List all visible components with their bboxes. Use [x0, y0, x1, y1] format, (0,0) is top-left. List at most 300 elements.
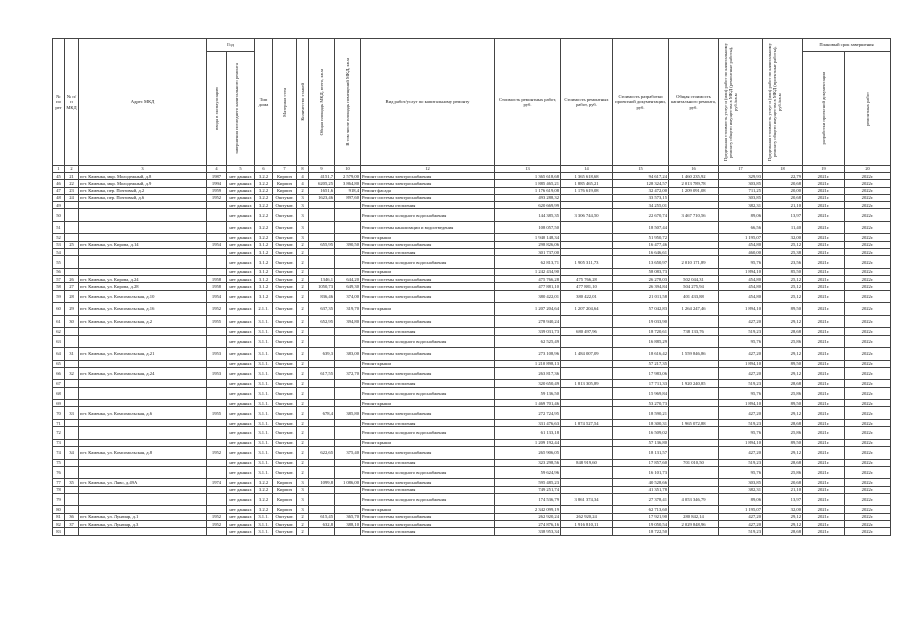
table-cell: 1952 — [207, 447, 227, 460]
table-cell — [207, 234, 227, 241]
table-cell: 3.1.1. — [255, 521, 273, 528]
table-cell: Оштукат. — [273, 528, 297, 535]
header-deadline-group: Плановый срок завершения — [803, 39, 891, 52]
table-cell: Ремонт системы отопления — [361, 486, 495, 493]
table-cell: Оштукат. — [273, 427, 297, 440]
table-row — [53, 209, 891, 222]
table-cell: 128 324,57 — [613, 180, 669, 187]
table-row — [53, 419, 891, 426]
table-cell: 89,50 — [763, 439, 803, 446]
table-row — [53, 202, 891, 209]
table-cell: 3 467 710,56 — [669, 209, 719, 222]
table-cell: 427,20 — [719, 447, 763, 460]
table-cell: Кирпич — [273, 479, 297, 486]
table-cell: 639,3 — [309, 348, 335, 361]
table-cell — [561, 387, 613, 400]
table-cell: нет данных — [227, 459, 255, 466]
table-cell — [207, 335, 227, 348]
table-cell: 2021г. — [803, 180, 845, 187]
table-cell: 3 — [297, 506, 309, 513]
table-cell — [207, 380, 227, 387]
table-cell: 1 195,07 — [719, 234, 763, 241]
table-cell: 51 950,72 — [613, 234, 669, 241]
table-cell — [309, 387, 335, 400]
table-cell: 2021г. — [803, 315, 845, 328]
table-cell: 319,70 — [335, 303, 361, 316]
table-cell: 2021г. — [803, 348, 845, 361]
table-cell: 2022г. — [845, 328, 891, 335]
table-cell: 79 — [53, 493, 65, 506]
table-cell: 52 — [53, 234, 65, 241]
table-cell: Ремонт системы электроснабжения — [361, 447, 495, 460]
table-cell — [79, 221, 207, 234]
table-cell: пгт. Каменка, ул. Луначар, д.1 — [79, 513, 207, 520]
table-cell: 81 — [53, 513, 65, 520]
table-cell: 390,50 — [335, 241, 361, 248]
table-cell — [561, 221, 613, 234]
table-cell: 2 — [297, 315, 309, 328]
table-cell — [669, 335, 719, 348]
table-cell: 65 — [53, 360, 65, 367]
table-cell: 89,06 — [719, 209, 763, 222]
table-cell: Ремонт системы электроснабжения — [361, 407, 495, 420]
table-row — [53, 479, 891, 486]
table-cell — [207, 466, 227, 479]
table-cell: Оштукат. — [273, 276, 297, 283]
column-number: 7 — [273, 166, 297, 173]
table-cell: 4151,7 — [309, 173, 335, 180]
table-cell: 3.1.1. — [255, 407, 273, 420]
table-cell — [65, 387, 79, 400]
table-cell: 4 — [297, 173, 309, 180]
table-cell: Ремонт системы канализации и водоотведения — [361, 221, 495, 234]
table-cell: Ремонт системы электроснабжения — [361, 180, 495, 187]
table-cell — [669, 194, 719, 201]
table-cell — [335, 202, 361, 209]
table-cell: 1 210 898,13 — [495, 360, 561, 367]
table-cell: 519,23 — [719, 528, 763, 535]
table-cell: 2022г. — [845, 360, 891, 367]
table-cell: 2021г. — [803, 290, 845, 303]
table-cell: Оштукат. — [273, 315, 297, 328]
table-cell: 3.2.2 — [255, 234, 273, 241]
table-cell: нет данных — [227, 328, 255, 335]
table-cell: 2 — [297, 367, 309, 380]
table-cell: 64 — [53, 348, 65, 361]
table-cell — [561, 249, 613, 256]
table-cell — [561, 367, 613, 380]
table-cell: 2022г. — [845, 493, 891, 506]
table-cell: 502 044,31 — [669, 276, 719, 283]
table-row — [53, 506, 891, 513]
table-cell: 144 385,35 — [495, 209, 561, 222]
table-cell: нет данных — [227, 303, 255, 316]
table-cell: 2 — [297, 290, 309, 303]
table-cell — [79, 360, 207, 367]
table-cell: Ремонт системы электроснабжения — [361, 521, 495, 528]
table-cell — [335, 466, 361, 479]
table-cell: 2021г. — [803, 249, 845, 256]
table-cell: 2 342 099,19 — [495, 506, 561, 513]
table-cell — [335, 387, 361, 400]
table-cell: нет данных — [227, 479, 255, 486]
table-cell — [309, 419, 335, 426]
header-work-type: Вид работ/услуг по капитальному ремонту — [361, 39, 495, 166]
table-cell: 1987 — [207, 173, 227, 180]
table-cell — [79, 459, 207, 466]
header-last-repair-year: завершения последнего капитального ремонта — [227, 52, 255, 166]
table-cell: Ремонт системы электроснабжения — [361, 173, 495, 180]
table-cell: 2 — [297, 447, 309, 460]
table-cell: 615,45 — [309, 513, 335, 520]
table-cell: 2022г. — [845, 335, 891, 348]
header-reg-no: № по рег — [53, 39, 65, 166]
table-cell: 2022г. — [845, 209, 891, 222]
table-cell: 18 722,50 — [613, 528, 669, 535]
table-cell: 272 724,95 — [495, 407, 561, 420]
table-cell: 2022г. — [845, 268, 891, 275]
table-cell: 427,20 — [719, 521, 763, 528]
table-cell: 273 108,96 — [495, 348, 561, 361]
table-cell: Ремонт системы холодного водоснабжения — [361, 335, 495, 348]
table-cell: пгт. Каменка, ул. Комсомольская, д.16 — [79, 303, 207, 316]
table-cell — [561, 427, 613, 440]
table-cell: Оштукат. — [273, 256, 297, 269]
table-cell: Оштукат. — [273, 221, 297, 234]
table-cell — [309, 427, 335, 440]
table-cell: 2022г. — [845, 234, 891, 241]
column-number: 18 — [763, 166, 803, 173]
table-cell: 34 — [65, 447, 79, 460]
table-cell: пгт. Каменка, ул. Комсомольская, д.10 — [79, 290, 207, 303]
table-cell — [669, 315, 719, 328]
table-cell: 29 — [65, 303, 79, 316]
table-cell: 66,56 — [719, 221, 763, 234]
table-cell: 40 528,66 — [613, 479, 669, 486]
table-cell: 3.2.2 — [255, 493, 273, 506]
column-number: 13 — [495, 166, 561, 173]
table-cell — [335, 268, 361, 275]
table-cell — [561, 194, 613, 201]
table-cell — [65, 400, 79, 407]
table-cell: 21 — [65, 173, 79, 180]
table-cell: 2021г. — [803, 173, 845, 180]
table-cell: 1 176 619,08 — [495, 187, 561, 194]
header-total-cost: Общая стоимость капитального ремонта, руб. — [669, 39, 719, 166]
table-cell: 1 365 618,68 — [495, 173, 561, 180]
table-cell — [65, 249, 79, 256]
table-cell: Оштукат. — [273, 400, 297, 407]
table-cell: Оштукат. — [273, 419, 297, 426]
table-cell: 63 — [53, 335, 65, 348]
table-cell: Оштукат. — [273, 447, 297, 460]
table-cell: 2022г. — [845, 283, 891, 290]
table-cell: 1 365 618,68 — [561, 173, 613, 180]
column-number: 2 — [65, 166, 79, 173]
table-cell: 23 — [65, 187, 79, 194]
table-cell: 29,12 — [763, 521, 803, 528]
table-cell — [79, 486, 207, 493]
table-cell: 2022г. — [845, 513, 891, 520]
table-cell: 3.1.1. — [255, 387, 273, 400]
table-cell: 301 737,00 — [495, 249, 561, 256]
table-cell: 1 885 465,21 — [561, 180, 613, 187]
table-cell: 622,65 — [309, 447, 335, 460]
table-cell: Оштукат. — [273, 194, 297, 201]
table-cell: 2 — [297, 276, 309, 283]
table-cell: 1958 — [207, 283, 227, 290]
table-cell: 738 133,76 — [669, 328, 719, 335]
table-cell: 3.2.2 — [255, 221, 273, 234]
table-cell: 2021г. — [803, 256, 845, 269]
table-cell: Ремонт крыши — [361, 268, 495, 275]
table-cell: 2022г. — [845, 447, 891, 460]
table-cell — [65, 328, 79, 335]
table-cell: Ремонт системы отопления — [361, 528, 495, 535]
table-cell: 262 920,24 — [561, 513, 613, 520]
table-cell: 644,20 — [335, 276, 361, 283]
table-cell: 1953 — [207, 367, 227, 380]
table-cell — [79, 419, 207, 426]
table-cell: 519,23 — [719, 380, 763, 387]
table-cell: 74 — [53, 447, 65, 460]
table-cell: 174 536,79 — [495, 493, 561, 506]
table-cell: 28,68 — [763, 459, 803, 466]
table-cell: 1974 — [207, 479, 227, 486]
table-cell — [335, 360, 361, 367]
table-cell: 372,70 — [335, 367, 361, 380]
table-cell: 652,95 — [309, 315, 335, 328]
table-cell: Оштукат. — [273, 303, 297, 316]
table-cell: 2 — [297, 283, 309, 290]
table-cell — [309, 202, 335, 209]
table-cell: 2021г. — [803, 521, 845, 528]
table-cell — [65, 419, 79, 426]
table-cell: 1 874 527,54 — [561, 419, 613, 426]
table-row — [53, 400, 891, 407]
table-cell — [207, 486, 227, 493]
table-cell: 477 881,10 — [561, 283, 613, 290]
table-cell: 80 — [53, 506, 65, 513]
table-cell — [207, 268, 227, 275]
table-cell: нет данных — [227, 387, 255, 400]
table-cell: 1 195,07 — [719, 506, 763, 513]
table-cell: 1955 — [207, 315, 227, 328]
table-cell: 655,95 — [309, 241, 335, 248]
table-cell: 382,31 — [719, 202, 763, 209]
table-cell: Оштукат. — [273, 348, 297, 361]
table-cell: 2 — [297, 528, 309, 535]
table-cell: Кирпич — [273, 506, 297, 513]
table-row — [53, 290, 891, 303]
table-cell: 3 — [297, 209, 309, 222]
table-cell — [561, 479, 613, 486]
table-cell — [79, 380, 207, 387]
table-cell: Оштукат. — [273, 459, 297, 466]
table-cell: 2021г. — [803, 328, 845, 335]
table-cell: 1 905 311,73 — [561, 256, 613, 269]
table-cell: 2021г. — [803, 360, 845, 367]
table-cell: 25,38 — [763, 249, 803, 256]
table-cell — [561, 407, 613, 420]
header-address: Адрес МКД — [79, 39, 207, 166]
table-cell: 3 861 374,34 — [561, 493, 613, 506]
table-cell: 3.1.1. — [255, 367, 273, 380]
table-cell — [65, 486, 79, 493]
table-cell: Ремонт крыши — [361, 439, 495, 446]
table-cell — [309, 459, 335, 466]
table-cell: 427,20 — [719, 315, 763, 328]
table-cell: нет данных — [227, 194, 255, 201]
table-cell: нет данных — [227, 256, 255, 269]
table-cell: 58 083,73 — [613, 268, 669, 275]
table-cell: пгт. Каменка, ул. Ляво, д.49А — [79, 479, 207, 486]
table-cell: 53 — [53, 241, 65, 248]
table-cell: 2022г. — [845, 303, 891, 316]
table-cell: 2022г. — [845, 173, 891, 180]
table-cell: 3 — [297, 493, 309, 506]
table-cell: 1 207 204,64 — [561, 303, 613, 316]
table-cell — [79, 400, 207, 407]
table-cell: 1994 — [207, 180, 227, 187]
table-cell: 29,12 — [763, 315, 803, 328]
table-cell: нет данных — [227, 360, 255, 367]
table-cell: 89,50 — [763, 303, 803, 316]
table-cell: Ремонт системы холодного водоснабжения — [361, 466, 495, 479]
table-cell — [79, 202, 207, 209]
table-cell: Оштукат. — [273, 283, 297, 290]
table-cell — [669, 439, 719, 446]
table-cell: 62 713,60 — [613, 506, 669, 513]
table-cell: 2021г. — [803, 335, 845, 348]
table-cell: 28,68 — [763, 328, 803, 335]
table-cell: 20,68 — [763, 194, 803, 201]
table-cell — [207, 439, 227, 446]
table-cell: 3.2.2 — [255, 173, 273, 180]
table-cell: 1952 — [207, 513, 227, 520]
table-cell: 28 — [65, 290, 79, 303]
table-cell: 3.1.2 — [255, 256, 273, 269]
table-cell: 2021г. — [803, 241, 845, 248]
table-cell: 2022г. — [845, 194, 891, 201]
table-cell: 25 — [65, 241, 79, 248]
table-cell: 2021г. — [803, 380, 845, 387]
table-cell: 32 472,00 — [613, 187, 669, 194]
table-cell: Кирпич — [273, 187, 297, 194]
column-number: 19 — [803, 166, 845, 173]
table-cell: 2021г. — [803, 459, 845, 466]
column-number: 17 — [719, 166, 763, 173]
table-cell: 2022г. — [845, 459, 891, 466]
table-cell: Оштукат. — [273, 439, 297, 446]
table-cell: 3.1.1. — [255, 315, 273, 328]
table-cell: нет данных — [227, 427, 255, 440]
table-cell: Ремонт крыши — [361, 303, 495, 316]
table-cell — [79, 209, 207, 222]
table-cell: Ремонт системы электроснабжения — [361, 194, 495, 201]
table-cell — [309, 486, 335, 493]
header-year-group: Год — [207, 39, 255, 52]
table-cell: 16 646,61 — [613, 249, 669, 256]
table-cell: 49 — [53, 202, 65, 209]
table-cell — [669, 466, 719, 479]
table-cell — [309, 249, 335, 256]
table-row — [53, 427, 891, 440]
table-cell — [669, 427, 719, 440]
table-cell: 265 906,05 — [495, 447, 561, 460]
table-cell — [669, 479, 719, 486]
table-cell: 1 264 247,46 — [669, 303, 719, 316]
table-cell — [65, 493, 79, 506]
table-cell: 1 460 235,92 — [669, 173, 719, 180]
table-row — [53, 459, 891, 466]
table-row — [53, 234, 891, 241]
table-cell — [79, 466, 207, 479]
table-row — [53, 447, 891, 460]
table-cell: 28,68 — [763, 419, 803, 426]
table-cell: 2021г. — [803, 268, 845, 275]
table-cell — [79, 328, 207, 335]
table-cell: нет данных — [227, 290, 255, 303]
table-row — [53, 348, 891, 361]
table-cell: Ремонт системы электроснабжения — [361, 290, 495, 303]
table-cell: 1952 — [207, 194, 227, 201]
table-cell: 382,31 — [719, 486, 763, 493]
table-cell — [79, 387, 207, 400]
table-cell — [335, 328, 361, 335]
table-cell — [65, 528, 79, 535]
table-cell: 1 965 072,88 — [669, 419, 719, 426]
column-number: 14 — [561, 166, 613, 173]
table-cell: 55 — [53, 256, 65, 269]
table-cell: Ремонт системы электроснабжения — [361, 241, 495, 248]
table-cell: 383,00 — [335, 348, 361, 361]
table-cell: 2022г. — [845, 348, 891, 361]
table-row — [53, 493, 891, 506]
table-cell: 3.1.1. — [255, 335, 273, 348]
table-cell: 2021г. — [803, 493, 845, 506]
table-cell — [669, 234, 719, 241]
table-cell: 1 894,10 — [719, 360, 763, 367]
table-cell — [669, 202, 719, 209]
table-cell: нет данных — [227, 209, 255, 222]
table-cell: Кирпич — [273, 173, 297, 180]
table-cell: Оштукат. — [273, 268, 297, 275]
table-cell: 1 885 465,21 — [495, 180, 561, 187]
table-cell: 620 669,99 — [495, 202, 561, 209]
table-cell: 25,12 — [763, 276, 803, 283]
table-cell: 54 — [53, 249, 65, 256]
table-cell: пгт. Каменка, ул. Комсомольская, д.6 — [79, 407, 207, 420]
table-cell: Ремонт системы холодного водоснабжения — [361, 256, 495, 269]
table-cell: нет данных — [227, 407, 255, 420]
table-cell: 339 031,73 — [495, 328, 561, 335]
table-cell: 16 885,29 — [613, 335, 669, 348]
table-cell: 595 485,23 — [495, 479, 561, 486]
table-cell: 2021г. — [803, 407, 845, 420]
table-cell — [207, 249, 227, 256]
table-row — [53, 387, 891, 400]
table-cell: Оштукат. — [273, 407, 297, 420]
column-number: 16 — [669, 166, 719, 173]
table-cell — [309, 506, 335, 513]
table-cell: 2022г. — [845, 486, 891, 493]
table-row — [53, 249, 891, 256]
table-cell: 427,20 — [719, 407, 763, 420]
table-cell: 2022г. — [845, 407, 891, 420]
table-cell: пгт. Каменка, пер. Почтовый, д.6 — [79, 194, 207, 201]
table-row — [53, 256, 891, 269]
